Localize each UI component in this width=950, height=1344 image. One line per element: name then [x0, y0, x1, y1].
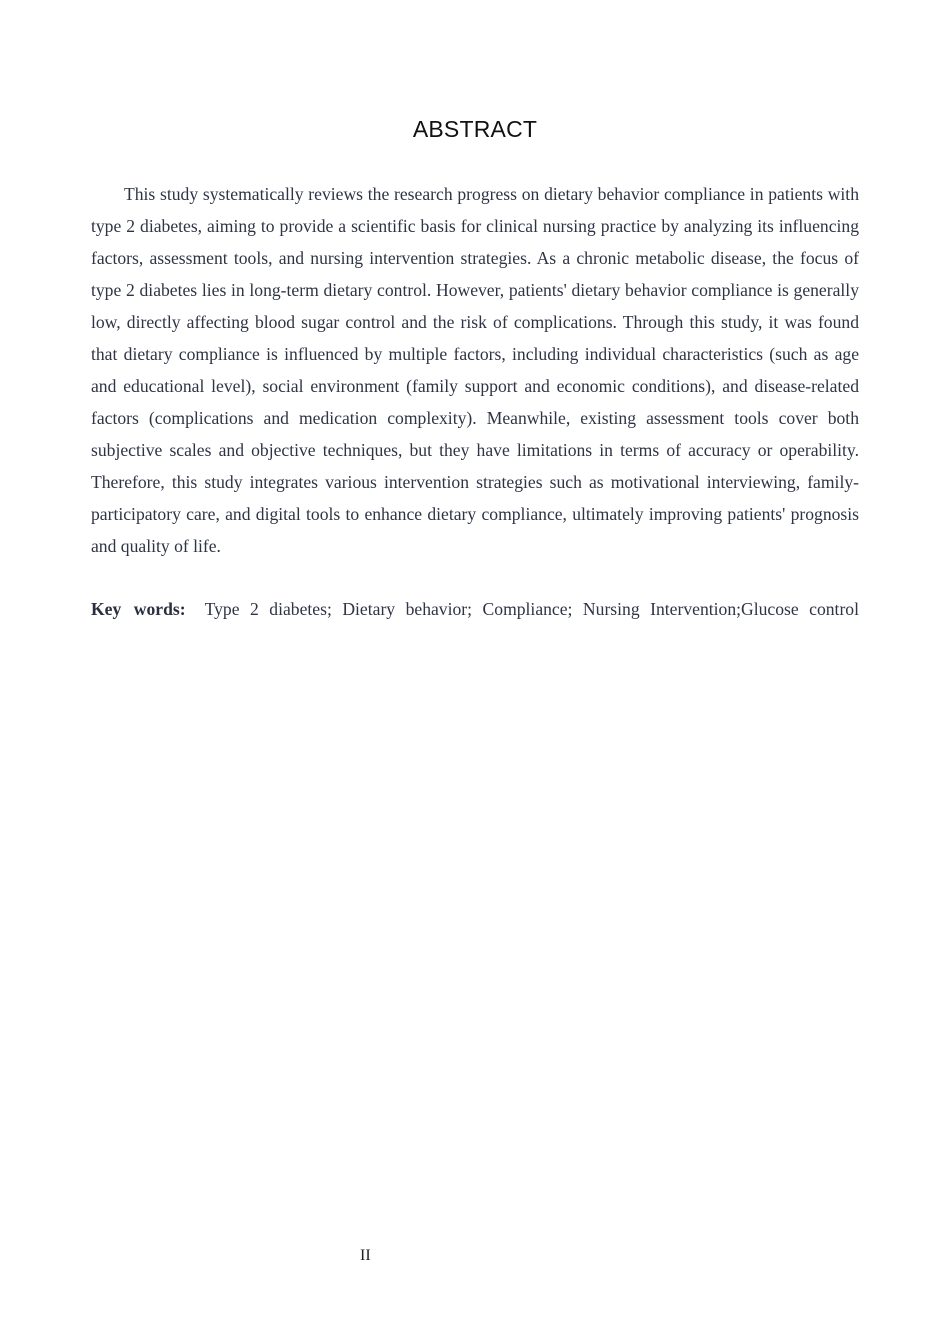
keywords-label: Key words: [91, 599, 186, 619]
abstract-title: ABSTRACT [412, 116, 538, 142]
keywords-line [91, 593, 859, 625]
abstract-paragraph: This study systematically reviews the research progress on dietary behavior compliance in patients with type 2 diabetes, aiming to provide a scientific basis for clinical nursing practice by analyzing its influencing factors, assessment tools, and nursing intervention strategies. As a chronic metabolic disease, the focus of type 2 diabetes lies in long-term dietary control. However, patients' dietary behavior compliance is generally low, directly affecting blood sugar control and the risk of complications. Through this study, it was found that dietary compliance is influenced by multiple factors, including individual characteristics (such as age and educational level), social environment (family support and economic conditions), and disease-related factors (complications and medication complexity). Meanwhile, existing assessment tools cover both subjective scales and objective techniques, but they have limitations in terms of accuracy or operability. Therefore, this study integrates various intervention strategies such as motivational interviewing, family-participatory care, and digital tools to enhance dietary compliance, ultimately improving patients' prognosis and quality of life. [91, 184, 859, 556]
keywords-values: Type 2 diabetes; Dietary behavior; Compliance; Nursing Intervention;Glucose control [204, 599, 859, 619]
page-number: II [360, 1247, 371, 1264]
